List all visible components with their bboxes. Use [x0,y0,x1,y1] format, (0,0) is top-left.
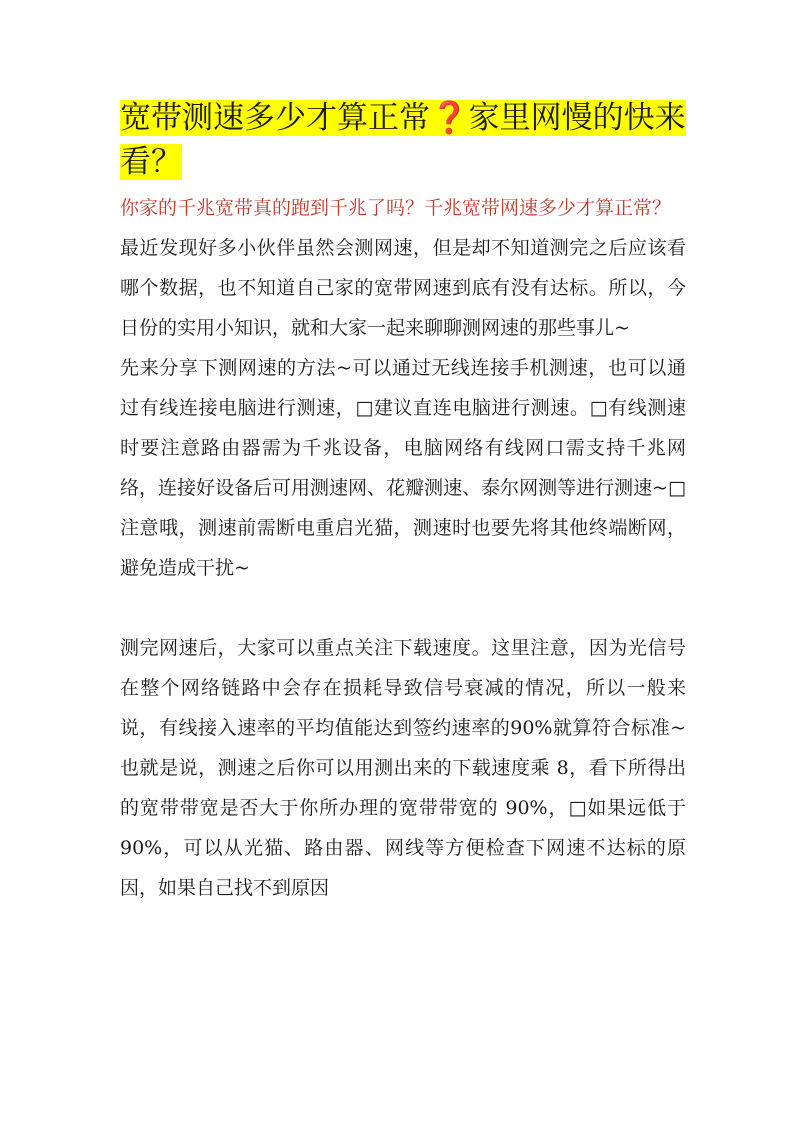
paragraph-intro: 最近发现好多小伙伴虽然会测网速，但是却不知道测完之后应该看哪个数据，也不知道自己家的宽带网速到底有没有达标。所以，今日份的实用小知识，就和大家一起来聊聊测网速的那些事儿~ [120,237,686,339]
article-title [120,96,686,184]
article-subtitle: 你家的千兆宽带真的跑到千兆了吗？千兆宽带网速多少才算正常？ [120,197,672,219]
paragraph-result: 测完网速后，大家可以重点关注下载速度。这里注意，因为光信号在整个网络链路中会存在损耗导致信号衰减的情况，所以一般来说，有线接入速率的平均值能达到签约速率的90%就算符合标准~也就是说，测速之后你可以用测出来的下载速度乘 8，看下所得出的宽带带宽是否大于你所办理的宽带带宽的 90%，□如果远低于 90%，可以从光猫、路由器、网线等方便检查下网速不达标的原因，如果自己找不到原因 [120,637,686,899]
paragraph-method: 先来分享下测网速的方法~可以通过无线连接手机测速，也可以通过有线连接电脑进行测速，□建议直连电脑进行测速。□有线测速时要注意路由器需为千兆设备，电脑网络有线网口需支持千兆网络，连接好设备后可用测速网、花瓣测速、泰尔网测等进行测速~□注意哦，测速前需断电重启光猫，测速时也要先将其他终端断网，避免造成干扰~ [120,357,686,579]
article [120,96,686,908]
title-text-1: 宽带测速多少才算正常 [120,100,430,136]
title-highlight [120,100,686,180]
paragraph-spacer [120,588,686,628]
question-mark-icon: ❓ [430,100,469,136]
title-text-2: 家里网慢的快来看？ [120,100,686,180]
